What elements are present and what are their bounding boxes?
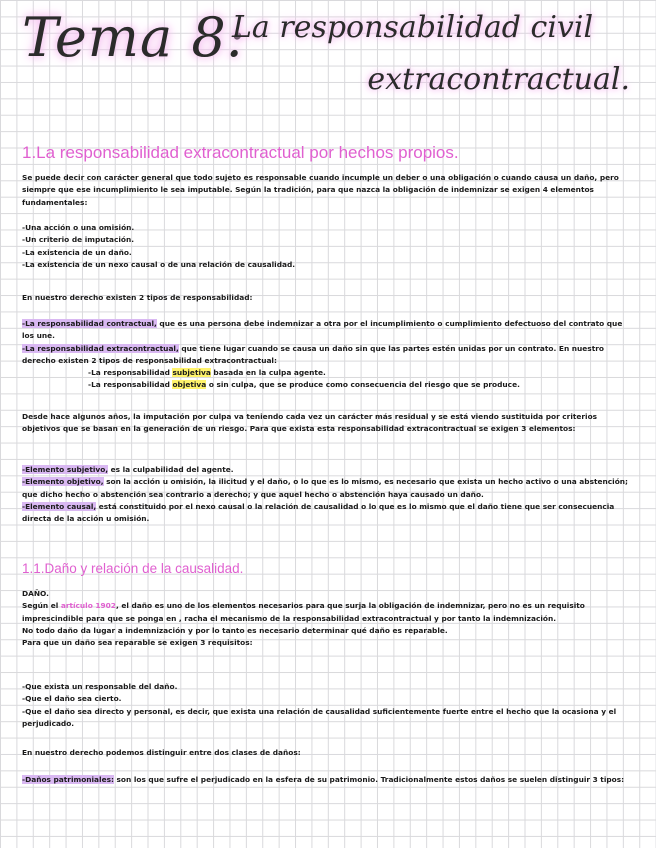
three-elements-block xyxy=(22,464,634,525)
contractual-paragraph xyxy=(22,318,634,343)
element-objetivo-label: -Elemento objetivo, xyxy=(22,477,104,487)
element-causal-text: está constituido por el nexo causal o la relación de causalidad o lo que es lo mismo que el daño tiene que ser consecuencia directa de la acción u omisión. xyxy=(22,501,615,524)
section1-para2: Desde hace algunos años, la imputación por culpa va teniendo cada vez un carácter más residual y se está viendo sustituida por criterios objetivos que se basan en la generación de un riesgo. Para que exista esta responsabilidad extracontractual se exigen 3 elementos: xyxy=(22,412,598,434)
dano-label: DAÑO. xyxy=(22,589,49,598)
extracontractual-text: que tiene lugar cuando se causa un daño sin que las partes estén unidas por un contrato. En nuestro derecho existen 2 tipos de responsabilidad extracontractual: xyxy=(22,343,604,365)
extracontractual-paragraph xyxy=(22,343,634,368)
contractual-label: -La responsabilidad contractual, xyxy=(22,319,157,328)
element-objetivo-text: son la acción u omisión, la ilicitud y el daño, o lo que es lo mismo, es necesario que exista un hecho activo o una abstención; que dicho hecho o abstención sea contrario a derecho; y que aquel hecho o abstención haya causado un daño. xyxy=(22,477,628,499)
element-causal-label: -Elemento causal, xyxy=(22,501,97,511)
dano-para1-pre: Según el xyxy=(22,601,61,611)
danos-patrimoniales xyxy=(22,774,634,786)
element-causal xyxy=(22,501,634,526)
list-item: -Una acción o una omisión. xyxy=(22,223,135,232)
dano-para1-post: , el daño es uno de los elementos necesarios para que surja la obligación de indemnizar, pero no es un requisito imprescindible para que se ponga en , racha el mecanismo de la responsabilidad extracontractual y por tanto la indemnización. xyxy=(22,601,585,623)
list-item: -La existencia de un daño. xyxy=(22,247,132,257)
objetiva-pre: -La responsabilidad xyxy=(88,380,173,390)
dano-para2: No todo daño da lugar a indemnización y por lo tanto es necesario determinar qué daño es reparable. xyxy=(22,625,448,635)
requisitos-list xyxy=(22,681,634,730)
types-intro: En nuestro derecho existen 2 tipos de responsabilidad: xyxy=(22,293,253,302)
objetiva-item xyxy=(22,379,634,391)
list-item: -Que el daño sea cierto. xyxy=(22,694,122,704)
element-subjetivo-label: -Elemento subjetivo, xyxy=(22,465,109,474)
types-block xyxy=(22,318,634,392)
contractual-text: que es una persona debe indemnizar a otra por el incumplimiento o cumplimiento defectuoso del contrato que los une. xyxy=(22,319,623,341)
title-subtitle-line1: La responsabilidad civil xyxy=(232,10,594,45)
article-reference: artículo 1902 xyxy=(60,601,116,611)
section1-intro-block xyxy=(22,172,634,209)
objetiva-post: o sin culpa, que se produce como consecuencia del riesgo que se produce. xyxy=(206,380,520,390)
list-item: -La existencia de un nexo causal o de una relación de causalidad. xyxy=(22,259,296,269)
list-item: -Que exista un responsable del daño. xyxy=(22,682,178,691)
section11-heading: 1.1.Daño y relación de la causalidad. xyxy=(22,561,244,576)
element-subjetivo xyxy=(22,464,634,476)
subjetiva-item xyxy=(22,367,634,379)
element-objetivo xyxy=(22,476,634,501)
objetiva-highlight: objetiva xyxy=(172,380,207,390)
extracontractual-label: -La responsabilidad extracontractual, xyxy=(22,343,179,353)
subjetiva-post: basada en la culpa agente. xyxy=(210,368,326,378)
element-subjetivo-text: es la culpabilidad del agente. xyxy=(108,465,234,474)
dano-para3: Para que un daño sea reparable se exigen 3 requisitos: xyxy=(22,638,253,648)
section1-intro: Se puede decir con carácter general que todo sujeto es responsable cuando incumple un deber o una obligación o cuando causa un daño, pero siempre que ese incumplimiento le sea imputable. Según la tradición, para que nazca la obligación de indemnizar se exigen 4 elementos fundamentales: xyxy=(22,173,619,207)
title-subtitle-line2: extracontractual. xyxy=(367,62,630,97)
subjetiva-pre: -La responsabilidad xyxy=(88,368,173,378)
section1-heading: 1.La responsabilidad extracontractual por hechos propios. xyxy=(22,143,459,162)
dano-block xyxy=(22,588,634,649)
dano-para4: En nuestro derecho podemos distinguir entre dos clases de daños: xyxy=(22,748,301,757)
elements-list xyxy=(22,222,634,271)
danos-patrimoniales-label: -Daños patrimoniales: xyxy=(22,775,114,784)
danos-patrimoniales-text: son los que sufre el perjudicado en la esfera de su patrimonio. Tradicionalmente estos daños se suelen distinguir 3 tipos: xyxy=(113,775,625,784)
list-item: -Un criterio de imputación. xyxy=(22,235,135,245)
subjetiva-highlight: subjetiva xyxy=(172,368,211,378)
list-item: -Que el daño sea directo y personal, es decir, que exista una relación de causalidad suficientemente fuerte entre el hecho que la ocasiona y el perjudicado. xyxy=(22,706,617,728)
title-main: Tema 8: xyxy=(22,6,246,69)
dano-para1 xyxy=(22,600,634,625)
